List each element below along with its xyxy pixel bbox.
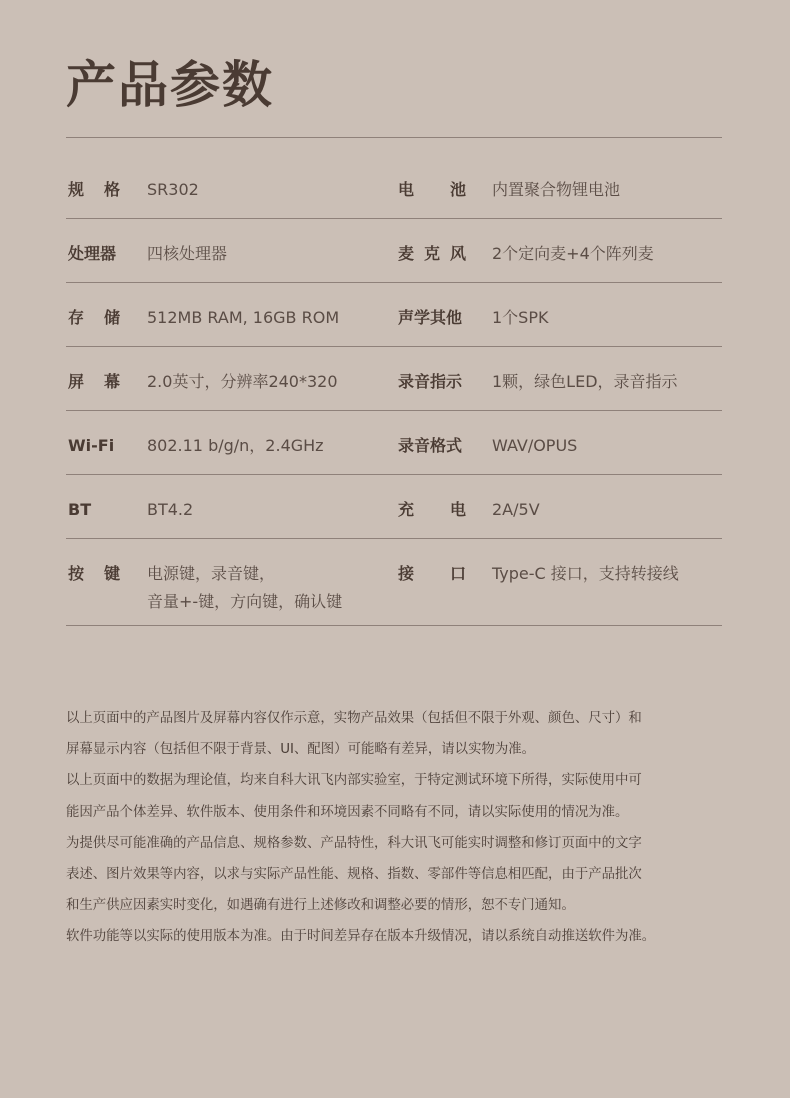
spec-table [66, 155, 722, 626]
spec-label-char: 储 [103, 308, 120, 327]
spec-value: 内置聚合物锂电池 [492, 180, 621, 199]
spec-label: 处理器 [68, 244, 117, 263]
spec-value: 1个SPK [492, 308, 549, 327]
spec-label: Wi-Fi [68, 436, 115, 455]
disclaimer-line: 以上页面中的产品图片及屏幕内容仅作示意，实物产品效果（包括但不限于外观、颜色、尺寸）和 [66, 711, 642, 726]
spec-label-char: 格 [103, 180, 120, 199]
spec-row [66, 219, 722, 283]
spec-row [66, 347, 722, 411]
spec-label-char: 按 [68, 564, 85, 583]
spec-value: 四核处理器 [147, 244, 228, 263]
spec-label-char: 麦 [398, 244, 415, 263]
spec-label [68, 560, 120, 588]
spec-row [66, 539, 722, 626]
spec-label: 录音指示 [398, 372, 463, 391]
disclaimer-line: 以上页面中的数据为理论值，均来自科大讯飞内部实验室，于特定测试环境下所得，实际使用中可 [66, 773, 642, 789]
spec-value: 512MB RAM, 16GB ROM [147, 308, 340, 327]
spec-value: Type-C 接口，支持转接线 [492, 564, 679, 583]
title-divider [66, 137, 722, 138]
spec-label [398, 560, 466, 588]
spec-value: WAV/OPUS [492, 436, 578, 455]
spec-label-char: 风 [449, 244, 466, 263]
disclaimer-line: 为提供尽可能准确的产品信息、规格参数、产品特性，科大讯飞可能实时调整和修订页面中的文字 [66, 835, 642, 851]
spec-label [398, 496, 466, 524]
spec-label [68, 176, 120, 204]
spec-value: 2A/5V [492, 500, 540, 519]
spec-label [68, 368, 120, 396]
spec-label-char: 规 [68, 180, 85, 199]
spec-value: 电源键，录音键， 音量+-键，方向键，确认键 [147, 564, 343, 611]
spec-label-char: 克 [423, 244, 440, 263]
spec-label-char: 池 [449, 180, 466, 199]
spec-label: 声学其他 [398, 308, 463, 327]
spec-label [398, 176, 466, 204]
disclaimer-line: 表述、图片效果等内容，以求与实际产品性能、规格、指数、零部件等信息相匹配，由于产品批次 [66, 867, 642, 883]
spec-label [68, 304, 120, 332]
spec-row [66, 411, 722, 475]
spec-label-char: 屏 [68, 372, 85, 391]
page-title: 产品参数 [66, 56, 274, 114]
spec-row [66, 155, 722, 219]
spec-value: 2.0英寸，分辨率240*320 [147, 372, 338, 391]
spec-label-char: 充 [398, 500, 415, 519]
spec-row [66, 475, 722, 539]
disclaimer [66, 703, 730, 953]
spec-label-char: 电 [398, 180, 415, 199]
spec-value: SR302 [147, 180, 199, 199]
disclaimer-line: 能因产品个体差异、软件版本、使用条件和环境因素不同略有不同，请以实际使用的情况为准。 [66, 804, 629, 820]
spec-label: 录音格式 [398, 436, 463, 455]
spec-value: 802.11 b/g/n，2.4GHz [147, 436, 324, 455]
spec-value: BT4.2 [147, 500, 194, 519]
spec-label [398, 240, 466, 268]
spec-label: BT [68, 500, 92, 519]
spec-label-char: 键 [103, 564, 120, 583]
disclaimer-line: 屏幕显示内容（包括但不限于背景、UI、配图）可能略有差异，请以实物为准。 [66, 742, 536, 758]
spec-label-char: 口 [449, 564, 466, 583]
spec-label-char: 幕 [103, 372, 120, 391]
spec-label-char: 电 [449, 500, 466, 519]
spec-row [66, 283, 722, 347]
spec-value: 2个定向麦+4个阵列麦 [492, 244, 654, 263]
spec-label-char: 接 [398, 564, 415, 583]
spec-value: 1颗，绿色LED，录音指示 [492, 372, 678, 391]
disclaimer-line: 软件功能等以实际的使用版本为准。由于时间差异存在版本升级情况，请以系统自动推送软件为准。 [66, 929, 656, 945]
spec-label-char: 存 [68, 308, 85, 327]
disclaimer-line: 和生产供应因素实时变化，如遇确有进行上述修改和调整必要的情形，恕不专门通知。 [66, 898, 575, 914]
